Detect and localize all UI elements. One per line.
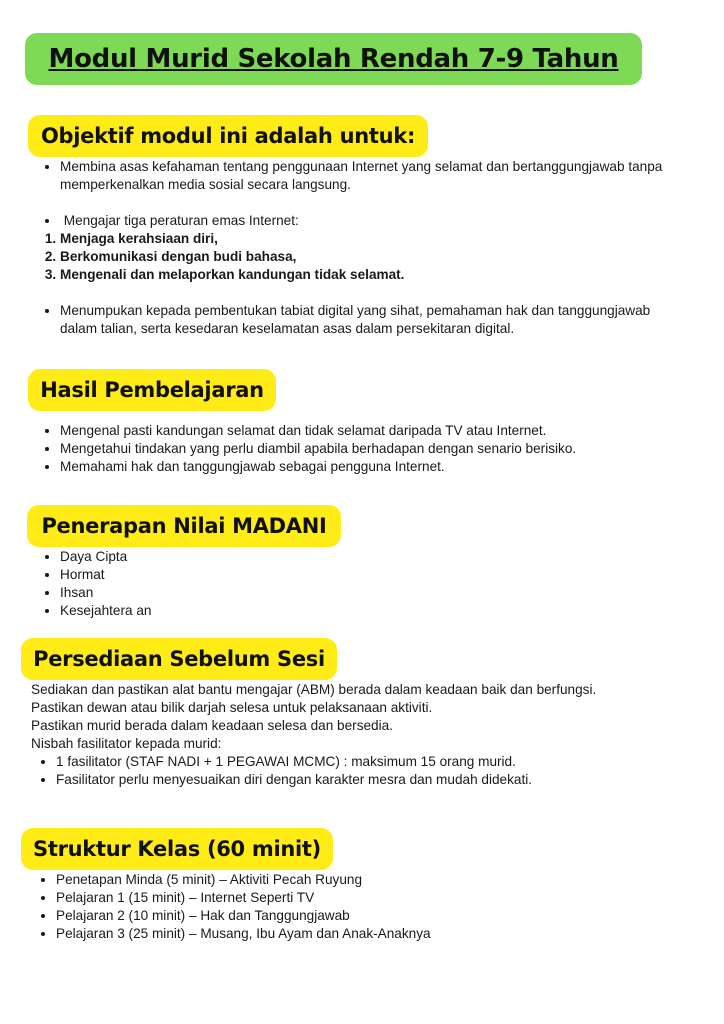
persediaan-item: • Fasilitator perlu menyesuaikan diri dengan karakter mesra dan mudah didekati.: [56, 771, 671, 789]
hasil-item: • Mengetahui tindakan yang perlu diambil apabila berhadapan dengan senario berisiko.: [60, 440, 676, 458]
section-persediaan: [31, 681, 671, 789]
objektif-point-3: • Menumpukan kepada pembentukan tabiat digital yang sihat, pemahaman hak dan tanggungjawab dalam talian, serta kesedaran keselamatan asas dalam persekitaran digital.: [60, 302, 666, 338]
madani-item: • Ihsan: [60, 584, 171, 602]
madani-item: • Hormat: [60, 566, 171, 584]
heading-struktur: [21, 828, 333, 870]
heading-madani: [27, 505, 341, 547]
madani-item: • Kesejahtera an: [60, 602, 155, 620]
struktur-item: • Penetapan Minda (5 minit) – Aktiviti Pecah Ruyung: [56, 871, 671, 889]
heading-hasil-text: Hasil Pembelajaran: [40, 378, 264, 402]
persediaan-line: Nisbah fasilitator kepada murid:: [31, 736, 222, 751]
title-banner: [25, 33, 642, 85]
persediaan-item: • 1 fasilitator (STAF NADI + 1 PEGAWAI MCMC) : maksimum 15 orang murid.: [56, 753, 671, 771]
heading-madani-text: Penerapan Nilai MADANI: [41, 514, 327, 538]
heading-struktur-text: Struktur Kelas (60 minit): [33, 837, 321, 861]
section-hasil: [26, 422, 676, 476]
heading-persediaan-text: Persediaan Sebelum Sesi: [33, 647, 325, 671]
section-struktur: [31, 871, 671, 943]
persediaan-line: Pastikan dewan atau bilik darjah selesa untuk pelaksanaan aktiviti.: [31, 700, 433, 715]
hasil-item: • Memahami hak dan tanggungjawab sebagai pengguna Internet.: [60, 458, 676, 476]
objektif-point-2: [60, 212, 666, 230]
struktur-item: • Pelajaran 1 (15 minit) – Internet Seperti TV: [56, 889, 671, 907]
heading-hasil: [28, 369, 276, 411]
persediaan-line: Pastikan murid berada dalam keadaan selesa dan bersedia.: [31, 718, 393, 733]
hasil-item: • Mengenal pasti kandungan selamat dan tidak selamat daripada TV atau Internet.: [60, 422, 676, 440]
heading-objektif-text: Objektif modul ini adalah untuk:: [40, 124, 416, 148]
rule-item: 3. Mengenali dan melaporkan kandungan tidak selamat.: [60, 266, 666, 284]
struktur-item: • Pelajaran 3 (25 minit) – Musang, Ibu Ayam dan Anak-Anaknya: [56, 925, 671, 943]
madani-item: • Daya Cipta: [60, 548, 171, 566]
section-objektif: [26, 158, 666, 338]
rule-item: 1. Menjaga kerahsiaan diri,: [60, 230, 666, 248]
section-madani: [26, 548, 171, 620]
persediaan-line: Sediakan dan pastikan alat bantu mengajar (ABM) berada dalam keadaan baik dan berfungsi.: [31, 682, 597, 697]
objektif-point-2-text: Mengajar tiga peraturan emas Internet:: [63, 213, 299, 228]
struktur-item: • Pelajaran 2 (10 minit) – Hak dan Tanggungjawab: [56, 907, 671, 925]
rule-item: 2. Berkomunikasi dengan budi bahasa,: [60, 248, 666, 266]
heading-objektif: [28, 115, 428, 157]
objektif-point-1: • Membina asas kefahaman tentang penggunaan Internet yang selamat dan bertanggungjawab tanpa memperkenalkan media sosial secara langsung.: [60, 158, 666, 194]
heading-persediaan: [21, 638, 337, 680]
page-title: Modul Murid Sekolah Rendah 7-9 Tahun: [48, 44, 619, 74]
